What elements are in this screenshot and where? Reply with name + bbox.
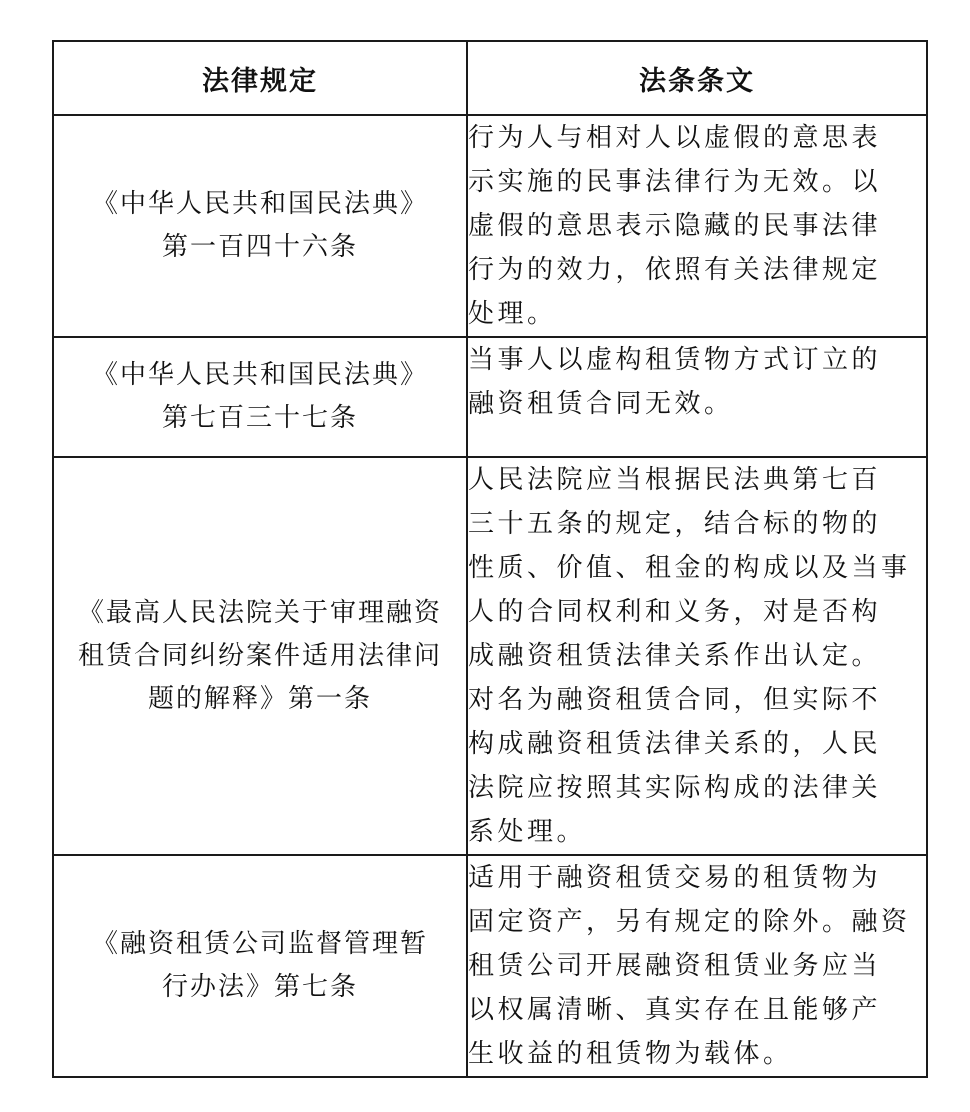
- regulation-line: 《中华人民共和国民法典》: [91, 189, 428, 219]
- regulation-line: 行办法》第七条: [161, 972, 358, 1002]
- regulation-cell: [53, 115, 467, 337]
- table-row: [53, 457, 927, 855]
- regulation-cell: [53, 855, 467, 1077]
- article-text-line: 三十五条的规定，结合标的物的: [468, 509, 882, 539]
- table-row: [53, 855, 927, 1077]
- regulation-line: 题的解释》第一条: [147, 683, 372, 714]
- article-text-line: 当事人以虚构租赁物方式订立的: [468, 345, 882, 375]
- article-text-line: 以权属清晰、真实存在且能够产: [468, 995, 882, 1025]
- article-text-line: 对名为融资租赁合同，但实际不: [468, 685, 882, 715]
- article-text-line: 行为的效力，依照有关法律规定: [468, 255, 882, 285]
- regulation-cell: [53, 337, 467, 457]
- article-text-line: 固定资产，另有规定的除外。融资: [468, 907, 911, 937]
- article-text-cell: [467, 337, 927, 457]
- article-text-cell: [467, 457, 927, 855]
- regulation-cell: [53, 457, 467, 855]
- regulation-line: 《中华人民共和国民法典》: [91, 360, 428, 390]
- article-text-line: 处理。: [468, 299, 557, 329]
- article-text-line: 成融资租赁法律关系作出认定。: [468, 641, 882, 671]
- article-text-line: 租赁公司开展融资租赁业务应当: [468, 951, 882, 981]
- table-row: [53, 337, 927, 457]
- article-text-line: 构成融资租赁法律关系的，人民: [468, 729, 882, 759]
- regulation-line: 第七百三十七条: [161, 403, 358, 433]
- article-text-line: 性质、价值、租金的构成以及当事: [468, 553, 911, 583]
- regulation-line: 租赁合同纠纷案件适用法律问: [77, 640, 442, 671]
- article-text-line: 法院应按照其实际构成的法律关: [468, 773, 882, 803]
- table-row: [53, 115, 927, 337]
- article-text-line: 融资租赁合同无效。: [468, 389, 734, 419]
- article-text-line: 行为人与相对人以虚假的意思表: [468, 123, 882, 153]
- article-text-line: 示实施的民事法律行为无效。以: [468, 167, 882, 197]
- article-text-line: 虚假的意思表示隐藏的民事法律: [468, 211, 882, 241]
- article-text-cell: [467, 855, 927, 1077]
- article-text-line: 人的合同权利和义务，对是否构: [468, 597, 882, 627]
- law-table: [52, 40, 928, 1078]
- header-regulation: 法律规定: [53, 41, 467, 115]
- article-text-line: 系处理。: [468, 817, 587, 847]
- regulation-line: 《最高人民法院关于审理融资: [77, 597, 442, 628]
- article-text-line: 人民法院应当根据民法典第七百: [468, 465, 882, 495]
- header-row: [53, 41, 927, 115]
- regulation-line: 《融资租赁公司监督管理暂: [91, 929, 428, 959]
- header-article-text: 法条条文: [467, 41, 927, 115]
- article-text-line: 适用于融资租赁交易的租赁物为: [468, 863, 882, 893]
- article-text-cell: [467, 115, 927, 337]
- regulation-line: 第一百四十六条: [161, 232, 358, 262]
- article-text-line: 生收益的租赁物为载体。: [468, 1039, 793, 1069]
